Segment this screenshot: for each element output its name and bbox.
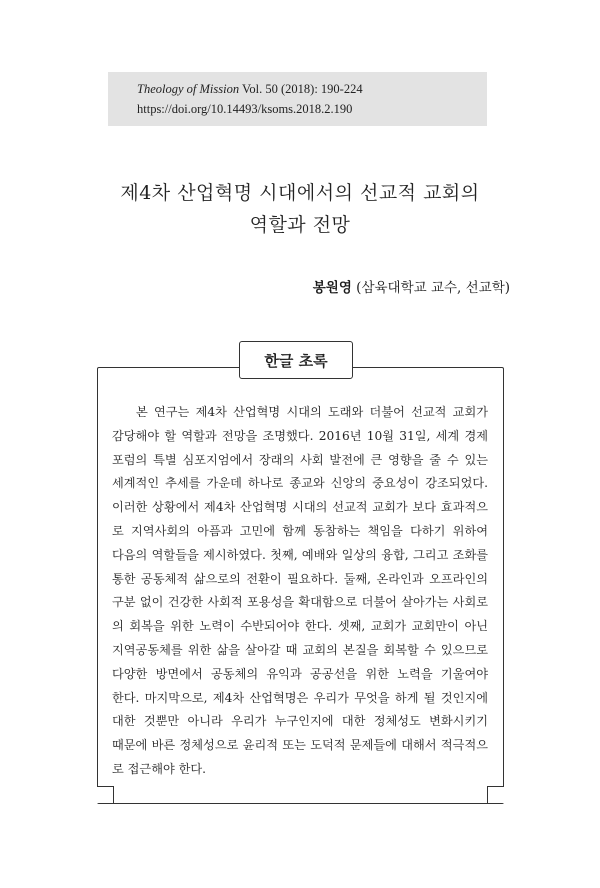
paper-title-line-2: 역할과 전망 <box>249 214 351 236</box>
author-affiliation: (삼육대학교 교수, 선교학) <box>351 280 510 296</box>
volume-info: Vol. 50 (2018): 190-224 <box>239 82 363 96</box>
abstract-line: 대한 것뿐만 아니라 우리가 누구인지에 대한 정체성도 변화시키기 <box>112 714 488 729</box>
paper-title-line-1: 제4차 산업혁명 시대에서의 선교적 교회의 <box>120 182 480 204</box>
author-name: 봉원영 <box>312 280 352 296</box>
doi-link[interactable]: https://doi.org/10.14493/ksoms.2018.2.190 <box>137 102 353 116</box>
journal-name: Theology of Mission <box>137 82 240 96</box>
abstract-line: 때문에 바른 정체성으로 윤리적 또는 도덕적 문제들에 대해서 적극적으 <box>112 738 488 753</box>
author-line <box>313 276 510 296</box>
abstract-line: 로 지역사회의 아픔과 고민에 함께 동참하는 책임을 다하기 위하여 <box>112 523 488 538</box>
abstract-line: 통한 공동체적 삶으로의 전환이 필요하다. 둘째, 온라인과 오프라인의 <box>112 571 488 586</box>
abstract-box-corner-left <box>97 786 114 803</box>
abstract-box-corner-right <box>487 786 504 803</box>
abstract-heading: 한글 초록 <box>239 341 353 379</box>
abstract-line: 의 회복을 위한 노력이 수반되어야 한다. 셋째, 교회가 교회만이 아닌 <box>112 619 488 634</box>
abstract-line: 지역공동체를 위한 삶을 살아갈 때 교회의 본질을 회복할 수 있으므로 <box>112 642 488 657</box>
abstract-line: 로 접근해야 한다. <box>112 761 207 776</box>
abstract-body <box>112 401 488 782</box>
abstract-line: 한다. 마지막으로, 제4차 산업혁명은 우리가 무엇을 하게 될 것인지에 <box>112 690 488 705</box>
abstract-line: 이러한 상황에서 제4차 산업혁명 시대의 선교적 교회가 보다 효과적으 <box>112 500 488 515</box>
journal-citation-box <box>108 72 487 126</box>
abstract-line: 포럼의 특별 심포지엄에서 장래의 사회 발전에 큰 영향을 줄 수 있는 <box>112 452 488 467</box>
abstract-line: 본 연구는 제4차 산업혁명 시대의 도래와 더불어 선교적 교회가 <box>136 405 488 419</box>
journal-citation <box>137 82 363 97</box>
abstract-line: 세계적인 추세를 가운데 하나로 종교와 신앙의 중요성이 강조되었다. <box>112 476 488 491</box>
abstract-line: 감당해야 할 역할과 전망을 조명했다. 2016년 10월 31일, 세계 경제 <box>112 428 488 443</box>
abstract-line: 구분 없이 건강한 사회적 포용성을 확대함으로 더불어 살아가는 사회로 <box>112 595 488 610</box>
abstract-line: 다음의 역할들을 제시하였다. 첫째, 예배와 일상의 융합, 그리고 조화를 <box>112 547 488 562</box>
abstract-line: 다양한 방면에서 공동체의 유익과 공공선을 위한 노력을 기울여야 <box>112 666 488 681</box>
